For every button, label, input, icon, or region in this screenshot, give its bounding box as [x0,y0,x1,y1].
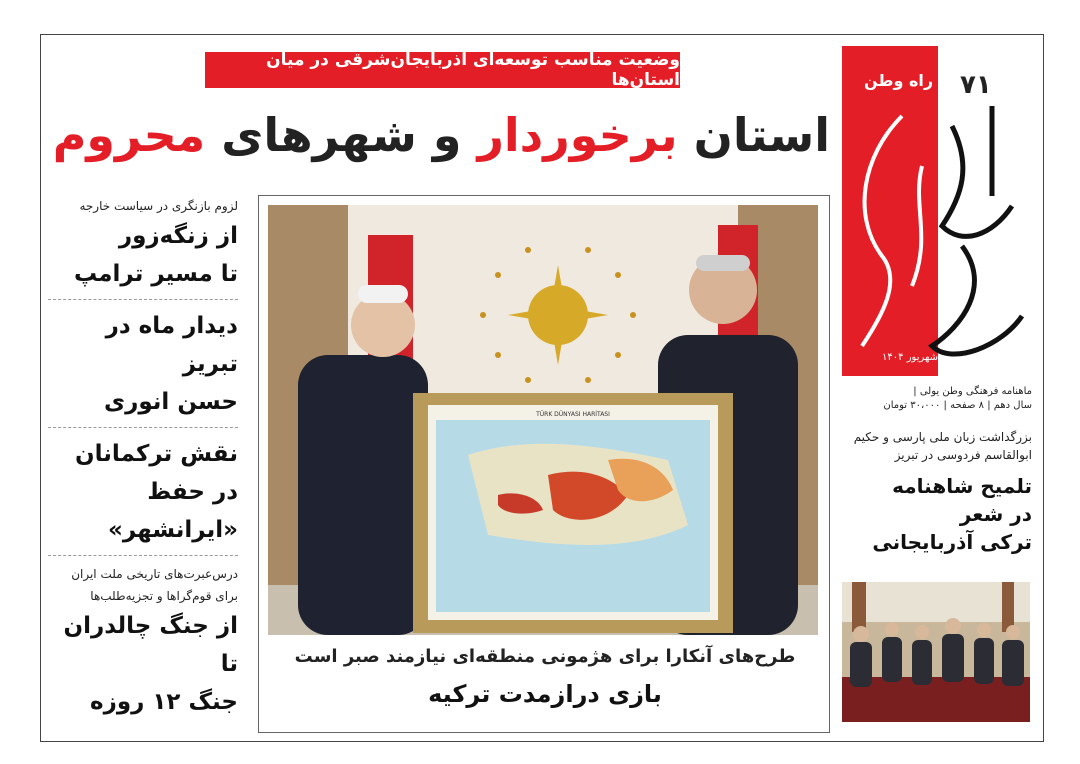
masthead-info [842,385,1032,413]
right-kicker-line1: بزرگداشت زبان ملی پارسی و حکیم [853,430,1032,444]
headline-part3: و شهرهای [205,108,478,162]
story1-kicker: لزوم بازنگری در سیاست خارجه [79,199,238,213]
masthead-date: شهریور ۱۴۰۴ [882,352,938,363]
right-column [842,428,1032,556]
story2-title-line1[interactable]: دیدار ماه در تبریز [105,313,238,377]
headline-part1: استان [677,108,830,162]
divider [48,555,238,557]
caption-kicker: طرح‌های آنکارا برای هژمونی منطقه‌ای نیازمند صبر است [294,646,796,667]
story3-title-line1[interactable]: نقش ترکمانان [75,441,238,467]
logo-stroke-2 [912,166,922,286]
story4-title-line2[interactable]: جنگ ۱۲ روزه [90,689,238,715]
story2-title-line2[interactable]: حسن انوری [104,389,238,415]
divider [48,427,238,429]
masthead-logo [842,46,1030,376]
story1-title-line1[interactable]: از زنگه‌زور [118,223,238,249]
masthead-info-line2: سال دهم | ۸ صفحه | ۳۰،۰۰۰ تومان [883,400,1032,411]
headline-part2: برخوردار [477,108,678,162]
story1-title-line2[interactable]: تا مسیر ترامپ [73,261,238,287]
logo-stroke-1 [862,116,902,346]
main-headline[interactable] [50,100,830,170]
story4-kicker-line2: برای قوم‌گراها و تجزیه‌طلب‌ها [90,589,238,603]
map-title: TÜRK DÜNYASI HARİTASI [536,411,610,418]
right-kicker-line2: ابوالقاسم فردوسی در تبریز [894,448,1032,462]
right-title-line1[interactable]: تلمیح شاهنامه [892,474,1032,498]
right-title-line2[interactable]: در شعر [959,502,1032,526]
logo-badge: راه وطن [864,71,934,90]
logo-stroke-4 [932,246,1022,354]
story4-title-line1[interactable]: از جنگ چالدران تا [63,613,238,677]
side-photo[interactable] [842,582,1030,722]
main-photo[interactable] [268,205,818,635]
issue-number: ۷۱ [960,70,992,100]
masthead-info-line1: ماهنامه فرهنگی وطن یولی | [913,386,1032,397]
right-title-line3[interactable]: ترکی آذربایجانی [872,530,1032,554]
left-column [48,195,238,721]
story3-title-line2[interactable]: در حفظ «ایرانشهر» [108,479,238,543]
headline-part4: محروم [52,108,206,162]
headline-kicker: وضعیت مناسب توسعه‌ای آذربایجان‌شرقی در میان استان‌ها [205,52,680,88]
story4-kicker-line1: درس‌عبرت‌های تاریخی ملت ایران [71,567,238,581]
divider [48,299,238,301]
caption-title[interactable]: بازی درازمدت ترکیه [428,680,662,708]
main-caption [262,640,828,714]
logo-stroke-3 [942,126,1012,236]
audience-photo [842,582,1030,722]
masthead [842,46,1030,376]
leaders-map-photo [268,205,818,635]
framed-map [413,393,733,633]
